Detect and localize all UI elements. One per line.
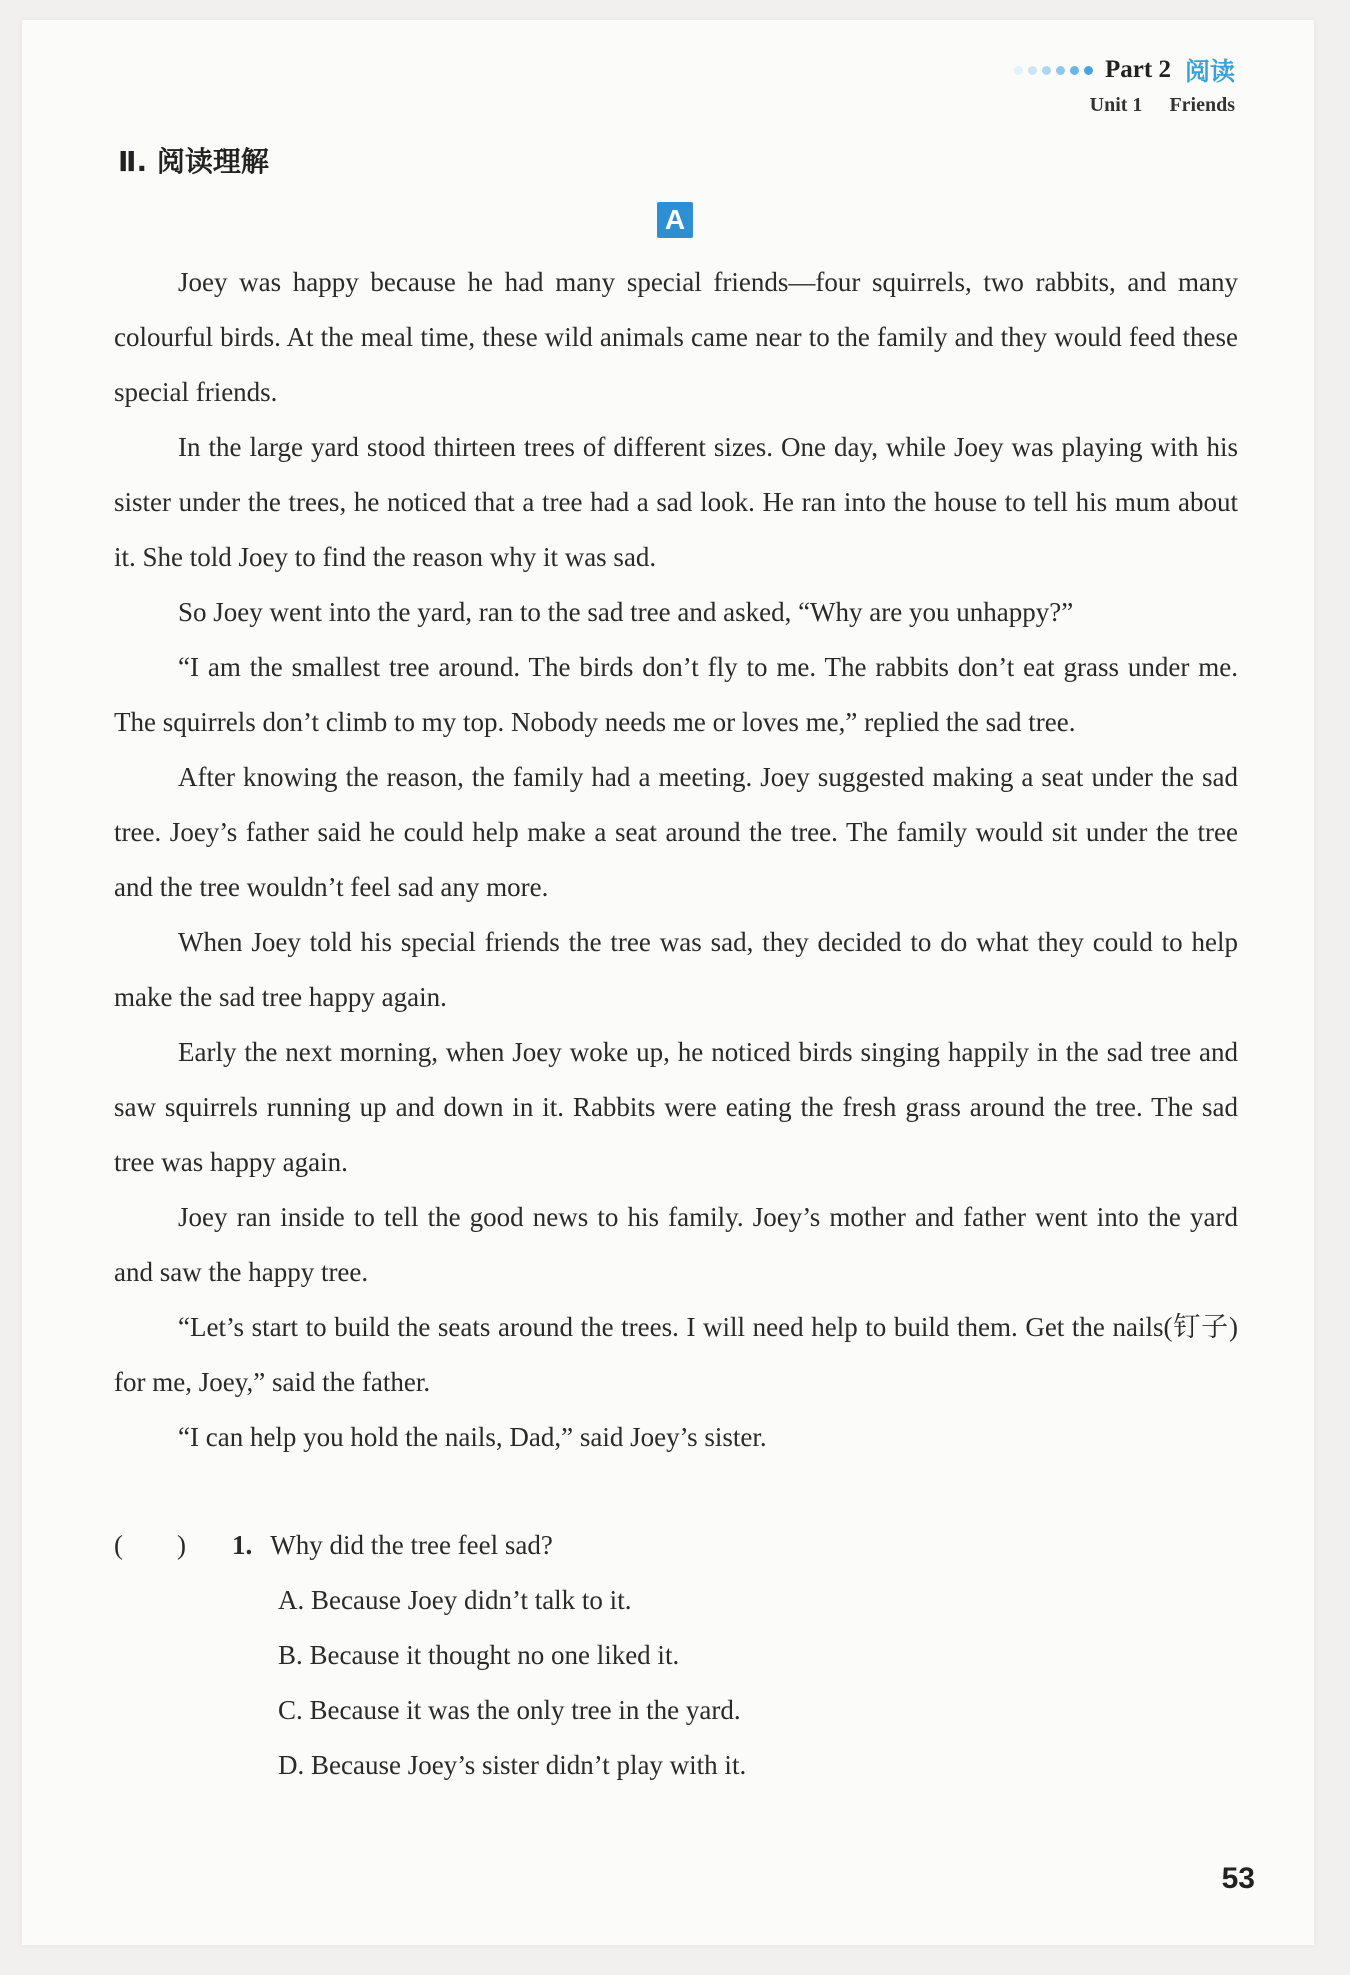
option-d: D. Because Joey’s sister didn’t play with it. [278,1750,747,1780]
dot-icon [1070,66,1079,75]
paragraph: “I can help you hold the nails, Dad,” said Joey’s sister. [178,1422,767,1452]
paragraph: “I am the smallest tree around. The birds don’t fly to me. The rabbits don’t eat grass under me. The squirrels don’t climb to my top. Nobody needs me or loves me,” replied the sad tree. [114,652,1238,737]
dot-icon [1014,66,1023,75]
paragraph: After knowing the reason, the family had a meeting. Joey suggested making a seat under the sad tree. Joey’s father said he could help make a seat around the tree. The family would sit under the tree and the tree wouldn’t feel sad any more. [114,762,1238,902]
option-c: C. Because it was the only tree in the yard. [278,1695,741,1725]
paragraph: Joey was happy because he had many special friends—four squirrels, two rabbits, and many colourful birds. At the meal time, these wild animals came near to the family and they would feed these special friends. [114,267,1238,407]
part-label: Part 2 [1105,56,1171,83]
part-chinese-label: 阅读 [1184,57,1235,86]
question-number: 1. [232,1530,253,1560]
dot-icon [1056,66,1065,75]
paragraph: When Joey told his special friends the tree was sad, they decided to do what they could to help make the sad tree happy again. [114,927,1238,1012]
decorative-dots [1014,66,1093,75]
answer-blank[interactable]: ( ) [114,1530,186,1560]
section-title: Ⅱ. 阅读理解 [118,145,269,178]
unit-label: Unit 1 [1089,94,1143,116]
answer-options [278,1573,1238,1793]
paragraph: So Joey went into the yard, ran to the sad tree and asked, “Why are you unhappy?” [178,597,1074,627]
passage-label-badge: A [657,202,693,238]
running-header [1014,52,1235,117]
question-1 [114,1518,1238,1793]
paragraph: Early the next morning, when Joey woke up, he noticed birds singing happily in the sad tree and saw squirrels running up and down in it. Rabbits were eating the fresh grass around the tree. The sad tree was happy again. [114,1037,1238,1177]
option-b: B. Because it thought no one liked it. [278,1640,680,1670]
reading-passage [114,255,1238,1465]
paragraph: “Let’s start to build the seats around the trees. I will need help to build them. Get the nails(钉子) for me, Joey,” said the father. [114,1312,1238,1397]
question-stem: Why did the tree feel sad? [270,1530,553,1560]
paragraph: In the large yard stood thirteen trees of different sizes. One day, while Joey was playing with his sister under the trees, he noticed that a tree had a sad look. He ran into the house to tell his mum about it. She told Joey to find the reason why it was sad. [114,432,1238,572]
page-number: 53 [1221,1862,1255,1895]
paragraph: Joey ran inside to tell the good news to his family. Joey’s mother and father went into the yard and saw the happy tree. [114,1202,1238,1287]
dot-icon [1028,66,1037,75]
dot-icon [1042,66,1051,75]
unit-title: Friends [1169,94,1235,116]
dot-icon [1084,66,1093,75]
option-a: A. Because Joey didn’t talk to it. [278,1585,632,1615]
